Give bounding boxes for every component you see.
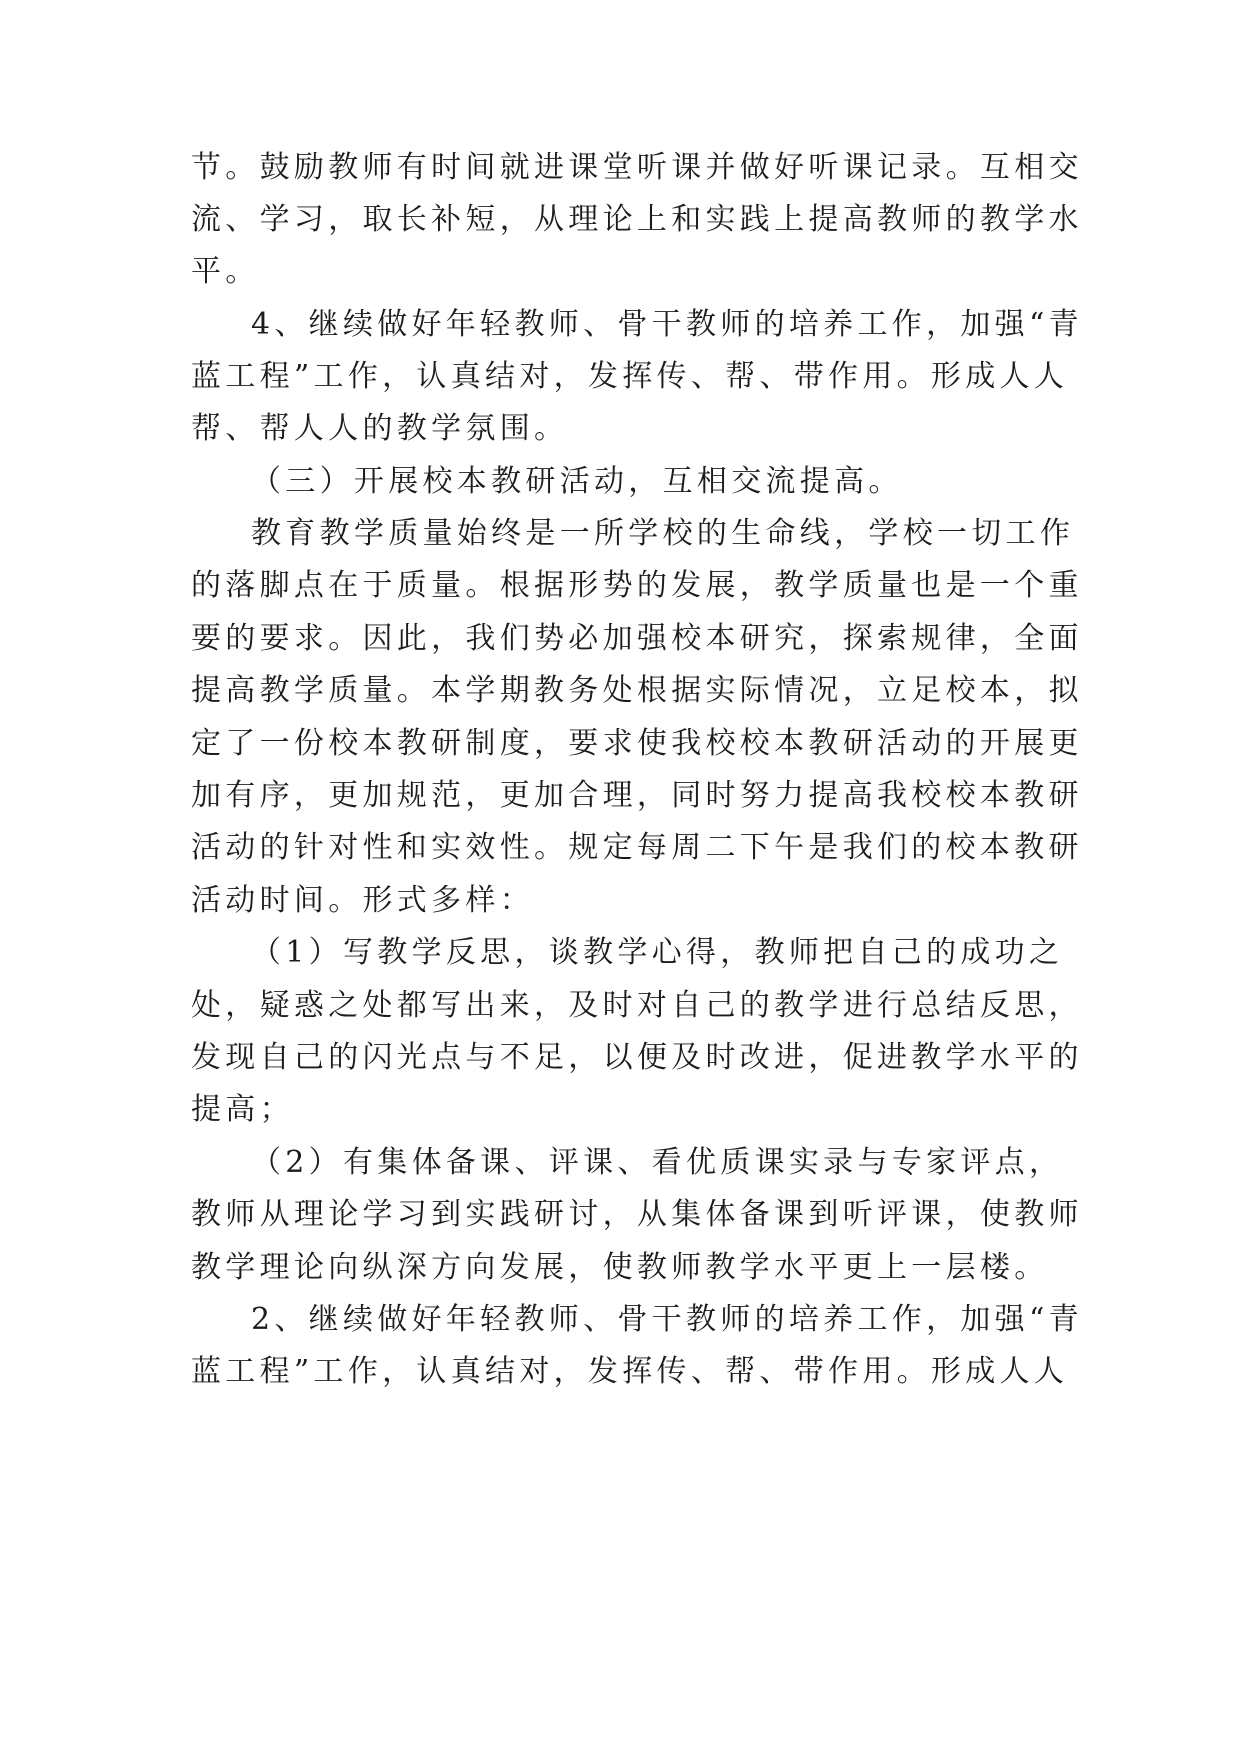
text-line: 的落脚点在于质量。根据形势的发展，教学质量也是一个重 bbox=[191, 568, 1083, 603]
text-line: 要的要求。因此，我们势必加强校本研究，探索规律，全面 bbox=[191, 621, 1083, 656]
text-line: 平。 bbox=[191, 254, 260, 289]
text-line: 节。鼓励教师有时间就进课堂听课并做好听课记录。互相交 bbox=[191, 150, 1083, 185]
text-line: （1）写教学反思，谈教学心得，教师把自己的成功之 bbox=[251, 935, 1064, 970]
text-line: 提高； bbox=[191, 1092, 294, 1127]
text-line: （2）有集体备课、评课、看优质课实录与专家评点， bbox=[251, 1145, 1064, 1180]
text-line: 定了一份校本教研制度，要求使我校校本教研活动的开展更 bbox=[191, 726, 1083, 761]
text-line: 发现自己的闪光点与不足，以便及时改进，促进教学水平的 bbox=[191, 1040, 1083, 1075]
text-line: 活动时间。形式多样： bbox=[191, 883, 534, 918]
text-line: 教育教学质量始终是一所学校的生命线，学校一切工作 bbox=[251, 516, 1075, 551]
section-heading: （三）开展校本教研活动，互相交流提高。 bbox=[251, 464, 903, 499]
text-line: 加有序，更加规范，更加合理，同时努力提高我校校本教研 bbox=[191, 778, 1083, 813]
text-line: 蓝工程”工作，认真结对，发挥传、帮、带作用。形成人人 bbox=[191, 1354, 1069, 1389]
text-line: 蓝工程”工作，认真结对，发挥传、帮、带作用。形成人人 bbox=[191, 359, 1069, 394]
text-line: 2、继续做好年轻教师、骨干教师的培养工作，加强“青 bbox=[251, 1302, 1083, 1337]
text-line: 提高教学质量。本学期教务处根据实际情况，立足校本，拟 bbox=[191, 673, 1083, 708]
text-line: 处，疑惑之处都写出来，及时对自己的教学进行总结反思， bbox=[191, 988, 1083, 1023]
text-line: 流、学习，取长补短，从理论上和实践上提高教师的教学水 bbox=[191, 202, 1083, 237]
text-line: 教师从理论学习到实践研讨，从集体备课到听评课，使教师 bbox=[191, 1197, 1083, 1232]
text-line: 教学理论向纵深方向发展，使教师教学水平更上一层楼。 bbox=[191, 1250, 1049, 1285]
text-line: 4、继续做好年轻教师、骨干教师的培养工作，加强“青 bbox=[251, 307, 1083, 342]
text-line: 帮、帮人人的教学氛围。 bbox=[191, 411, 569, 446]
text-line: 活动的针对性和实效性。规定每周二下午是我们的校本教研 bbox=[191, 830, 1083, 865]
